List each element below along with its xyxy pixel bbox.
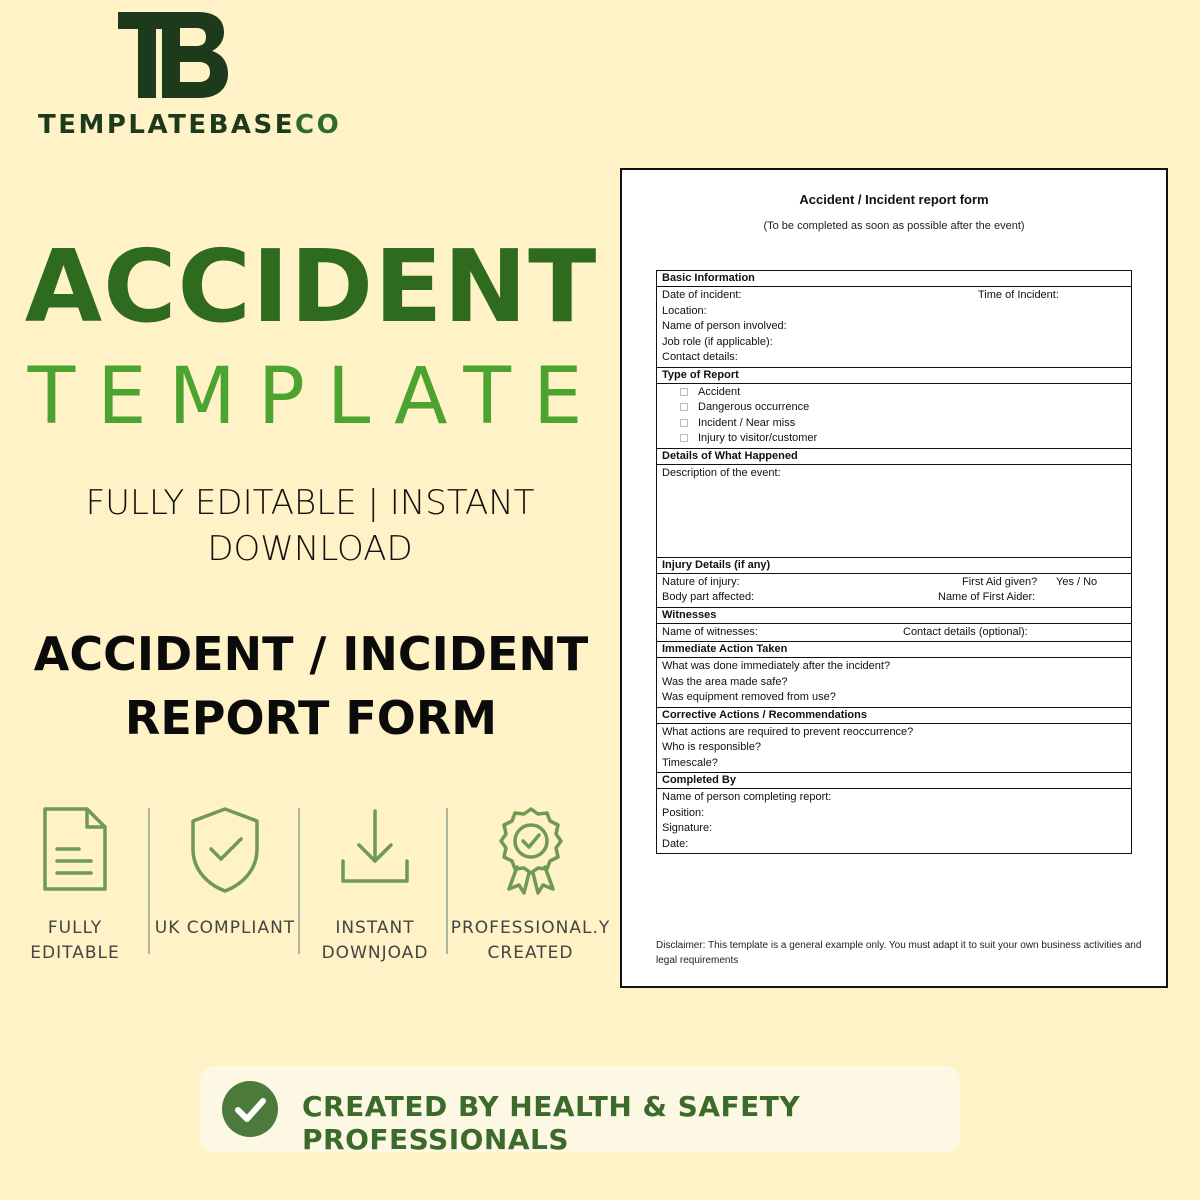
field-job-role: Job role (if applicable): xyxy=(662,335,773,348)
tagline: FULLY EDITABLE | INSTANT DOWNLOAD xyxy=(85,483,535,569)
download-icon xyxy=(335,805,415,895)
field-first-aid: First Aid given? xyxy=(962,575,1038,588)
feature-uk-compliant xyxy=(150,800,300,970)
section-immediate xyxy=(657,658,1131,708)
feature-label: INSTANT DOWNJOAD xyxy=(321,918,429,963)
checkbox-option xyxy=(662,431,1126,447)
section-heading-corrective: Corrective Actions / Recommendations xyxy=(657,708,1131,724)
section-completed xyxy=(657,789,1131,853)
check-circle-icon xyxy=(222,1081,278,1137)
headline-template: TEMPLATE xyxy=(27,352,605,442)
field-question: Timescale? xyxy=(662,756,718,769)
section-corrective xyxy=(657,724,1131,774)
brand-name-part2: CO xyxy=(295,110,342,140)
feature-fully-editable xyxy=(0,800,150,970)
field-question: What actions are required to prevent reoccurrence? xyxy=(662,725,914,738)
field-completer-name: Name of person completing report: xyxy=(662,791,832,803)
form-subtitle: (To be completed as soon as possible after the event) xyxy=(763,220,1025,232)
checkbox-option xyxy=(662,385,1126,401)
document-icon xyxy=(35,805,115,895)
checkbox-icon xyxy=(680,388,688,396)
field-date: Date of incident: xyxy=(662,289,742,301)
field-contact: Contact details: xyxy=(662,351,738,363)
field-question: Was equipment removed from use? xyxy=(662,691,836,703)
checkbox-option xyxy=(662,416,1126,432)
banner-text: CREATED BY HEALTH & SAFETY PROFESSIONALS xyxy=(302,1090,801,1156)
section-witnesses xyxy=(657,624,1131,643)
field-nature-of-injury: Nature of injury: xyxy=(662,575,740,588)
form-row xyxy=(662,590,1126,606)
feature-label: FULLY EDITABLE xyxy=(30,918,120,963)
field-time: Time of Incident: xyxy=(978,289,1059,301)
feature-label: PROFESSIONAL.Y CREATED xyxy=(450,918,611,963)
form-row xyxy=(662,625,1126,641)
section-basic xyxy=(657,287,1131,368)
section-details xyxy=(657,465,1131,558)
field-location: Location: xyxy=(662,304,707,317)
form-table xyxy=(656,270,1132,854)
form-preview xyxy=(620,168,1168,988)
option-label: Incident / Near miss xyxy=(698,416,796,429)
headline-accident: ACCIDENT xyxy=(24,228,598,345)
field-first-aider: Name of First Aider: xyxy=(938,591,1036,603)
field-position: Position: xyxy=(662,806,705,819)
option-label: Injury to visitor/customer xyxy=(698,432,818,444)
shield-check-icon xyxy=(185,805,265,895)
product-title: ACCIDENT / INCIDENT REPORT FORM xyxy=(33,627,589,745)
section-injury xyxy=(657,574,1131,608)
field-witness-contact: Contact details (optional): xyxy=(903,625,1028,638)
field-body-part: Body part affected: xyxy=(662,591,755,603)
form-row xyxy=(662,575,1126,591)
section-heading-type: Type of Report xyxy=(657,368,1131,384)
checkbox-icon xyxy=(680,403,688,411)
brand-name-part1: TEMPLATEBASE xyxy=(38,110,296,140)
field-yes-no: Yes / No xyxy=(1056,575,1098,588)
form-row xyxy=(662,288,1126,304)
brand-logo-mark xyxy=(118,12,228,98)
checkbox-option xyxy=(662,400,1126,416)
feature-instant-download xyxy=(300,800,450,970)
feature-label: UK COMPLIANT xyxy=(154,918,296,938)
feature-professionally-created xyxy=(448,800,613,970)
field-question: Was the area made safe? xyxy=(662,675,788,688)
form-disclaimer: Disclaimer: This template is a general example only. You must adapt it to suit your own business activities and legal requirements xyxy=(656,940,1142,966)
field-signature: Signature: xyxy=(662,822,713,834)
field-question: What was done immediately after the incident? xyxy=(662,660,891,672)
field-question: Who is responsible? xyxy=(662,741,762,753)
field-description: Description of the event: xyxy=(662,466,781,479)
field-person: Name of person involved: xyxy=(662,320,787,332)
checkbox-icon xyxy=(680,419,688,427)
section-heading-basic: Basic Information xyxy=(657,271,1131,287)
section-heading-completed: Completed By xyxy=(657,773,1131,789)
field-date-completed: Date: xyxy=(662,837,689,850)
section-type xyxy=(657,384,1131,449)
award-badge-icon xyxy=(491,805,571,895)
section-heading-injury: Injury Details (if any) xyxy=(657,558,1131,574)
form-title: Accident / Incident report form xyxy=(799,192,989,207)
section-heading-witnesses: Witnesses xyxy=(657,608,1131,624)
option-label: Accident xyxy=(698,385,741,398)
checkbox-icon xyxy=(680,434,688,442)
section-heading-immediate: Immediate Action Taken xyxy=(657,642,1131,658)
brand-name xyxy=(38,110,341,140)
option-label: Dangerous occurrence xyxy=(698,401,810,413)
field-witness-names: Name of witnesses: xyxy=(662,625,758,638)
trust-banner xyxy=(200,1066,960,1156)
section-heading-details: Details of What Happened xyxy=(657,449,1131,465)
